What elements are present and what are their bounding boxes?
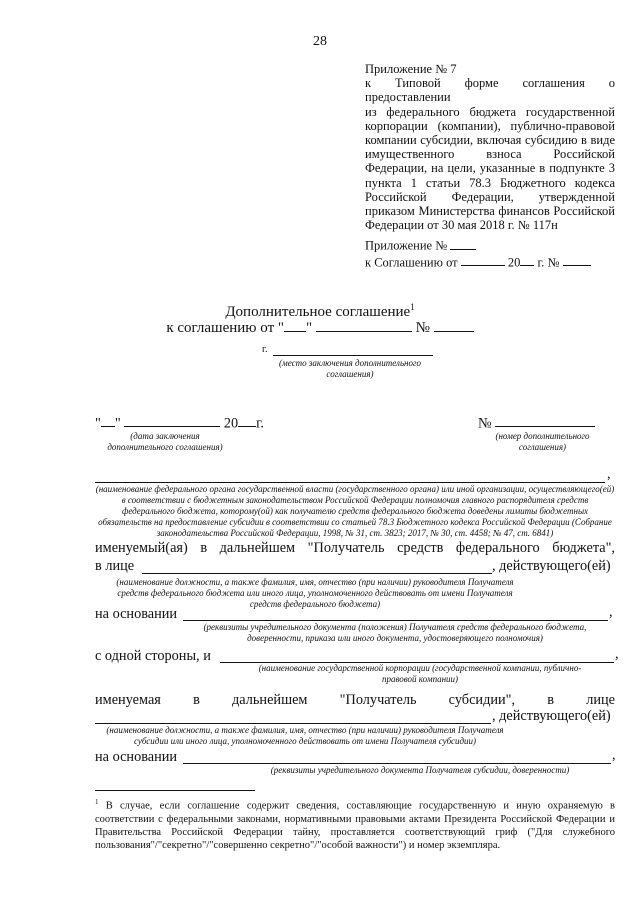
appendix-block: [365, 62, 615, 232]
side1-field[interactable]: [220, 647, 614, 663]
basis1-prefix: на основании: [95, 606, 178, 622]
footnote-divider: [95, 790, 255, 791]
subtitle-no-label: №: [415, 320, 430, 336]
appendix-line: компании субсидии, включая субсидию в виде: [365, 133, 615, 148]
subtitle-prefix: к соглашению от ": [166, 320, 284, 336]
number-blank[interactable]: [495, 412, 595, 427]
page-number: 28: [313, 34, 327, 49]
basis2-field[interactable]: [183, 748, 611, 764]
basis1-comma: ,: [609, 604, 613, 620]
appendix-last-line: Федерации от 30 мая 2018 г. № 117н: [365, 218, 558, 233]
basis1-field[interactable]: [183, 605, 608, 621]
person2-caption: (наименование должности, а также фамилия, имя, отчество (при наличии) руководителя Получателя субсидии или иного лица, уполномоченного действовать от имени Получателя субсидии): [106, 725, 504, 746]
side1-prefix: с одной стороны, и: [95, 648, 211, 664]
subtitle-month-blank[interactable]: [316, 316, 412, 332]
organization-caption: (наименование федерального органа государственной власти (государственного органа) или иной организации, осуществляющего(ей) в соответствии с бюджетным законодательством Российской Федерации полномочия главного распорядителя средств федерального бюджета, которому(ой) как получателю средств федерального бюджета доведены лимиты бюджетных обязательств на предоставление субсидии в соответствии со статьей 78.3 Бюджетного кодекса Российской Федерации (Собрание законодательства Российской Федерации, 1998, № 31, ст. 3823; 2017, № 30, ст. 4458; № 47, ст. 6841): [95, 484, 615, 538]
person1-field[interactable]: [142, 558, 492, 574]
date-quote-close: ": [114, 415, 121, 432]
date-year-suffix: г.: [256, 415, 264, 432]
basis2-prefix: на основании: [95, 749, 178, 765]
side1-comma: ,: [615, 646, 619, 662]
person1-prefix: в лице: [95, 558, 135, 574]
basis2-caption: (реквизиты учредительного документа Получателя субсидии, доверенности): [270, 765, 570, 775]
agreement-no-label: г. №: [537, 255, 560, 270]
date-year-blank[interactable]: [238, 412, 256, 427]
agreement-ref-label: к Соглашению от: [365, 255, 458, 270]
person2-field[interactable]: [95, 708, 491, 724]
basis2-comma: ,: [612, 747, 616, 763]
attachment-label: Приложение №: [365, 238, 448, 253]
named-budget-recipient: именуемый(ая) в дальнейшем "Получатель средств федерального бюджета",: [95, 540, 615, 556]
number-label: №: [478, 415, 492, 432]
footnote-mark: 1: [410, 302, 415, 312]
subtitle-number-blank[interactable]: [434, 316, 474, 332]
side1-caption: (наименование государственной корпорации (государственной компании, публично-правовой компании): [258, 663, 582, 684]
title-text: Дополнительное соглашение: [225, 304, 411, 320]
date-month-blank[interactable]: [124, 412, 220, 427]
appendix-line: из федерального бюджета государственной: [365, 104, 615, 119]
appendix-line: корпорации (компании), публично-правовой: [365, 118, 615, 133]
appendix-line: к Типовой форме соглашения о предоставлении: [365, 76, 615, 105]
date-quote-open: ": [95, 415, 101, 432]
place-caption: (место заключения дополнительного соглашения): [278, 358, 422, 379]
date-year-label: 20: [223, 415, 239, 432]
footnote-number: 1: [95, 798, 99, 806]
place-prefix: г.: [262, 344, 268, 355]
number-caption: (номер дополнительного соглашения): [495, 431, 590, 452]
agreement-date-blank[interactable]: [461, 253, 505, 267]
named-subsidy-recipient: именуемая в дальнейшем "Получатель субсидии", в лице: [95, 692, 615, 708]
footnote: [95, 796, 615, 852]
agreement-number-blank[interactable]: [563, 253, 591, 267]
appendix-line: Российской Федерации, утвержденной: [365, 189, 615, 204]
attachment-block: [365, 236, 615, 269]
agreement-year-label: 20: [507, 255, 521, 270]
appendix-line: пункта 1 статьи 78.3 Бюджетного кодекса: [365, 175, 615, 190]
appendix-line: имущественного взноса Российской: [365, 147, 615, 162]
basis1-caption: (реквизиты учредительного документа (положения) Получателя средств федерального бюджета, доверенности, приказа или иного документа, удостоверяющего полномочия): [203, 622, 587, 643]
number-row: [478, 412, 595, 432]
subtitle-quote: ": [306, 320, 313, 336]
organization-comma: ,: [607, 466, 611, 482]
appendix-line: Федерации, на цели, указанные в подпункте 3: [365, 161, 615, 176]
agreement-year-blank[interactable]: [520, 253, 534, 267]
person1-caption: (наименование должности, а также фамилия, имя, отчество (при наличии) руководителя Получателя средств федерального бюджета или иного лица, уполномоченного действовать от имени Получателя средств федерального бюджета): [116, 577, 514, 609]
organization-field[interactable]: [95, 468, 605, 483]
document-subtitle: [0, 316, 640, 337]
subtitle-day-blank[interactable]: [284, 316, 306, 332]
appendix-header: Приложение № 7: [365, 62, 457, 76]
date-day-blank[interactable]: [101, 412, 115, 427]
appendix-line: приказом Министерства финансов Российской: [365, 204, 615, 219]
date-caption: (дата заключения дополнительного соглашения): [107, 431, 223, 452]
attachment-number-blank[interactable]: [450, 236, 476, 250]
place-field[interactable]: [273, 342, 433, 356]
person2-suffix: , действующего(ей): [492, 708, 611, 724]
footnote-text: В случае, если соглашение содержит сведения, составляющие государственную и иную охраняемую в соответствии с федеральными законами, нормативными правовыми актами Президента Российской Федерации и Правительства Российской Федерации тайну, проставляется соответствующий гриф ("Для служебного пользования"/"секретно"/"совершенно секретно"/"особой важности") и номер экземпляра.: [95, 800, 616, 851]
person1-suffix: , действующего(ей): [492, 558, 611, 574]
date-row: [95, 412, 264, 432]
